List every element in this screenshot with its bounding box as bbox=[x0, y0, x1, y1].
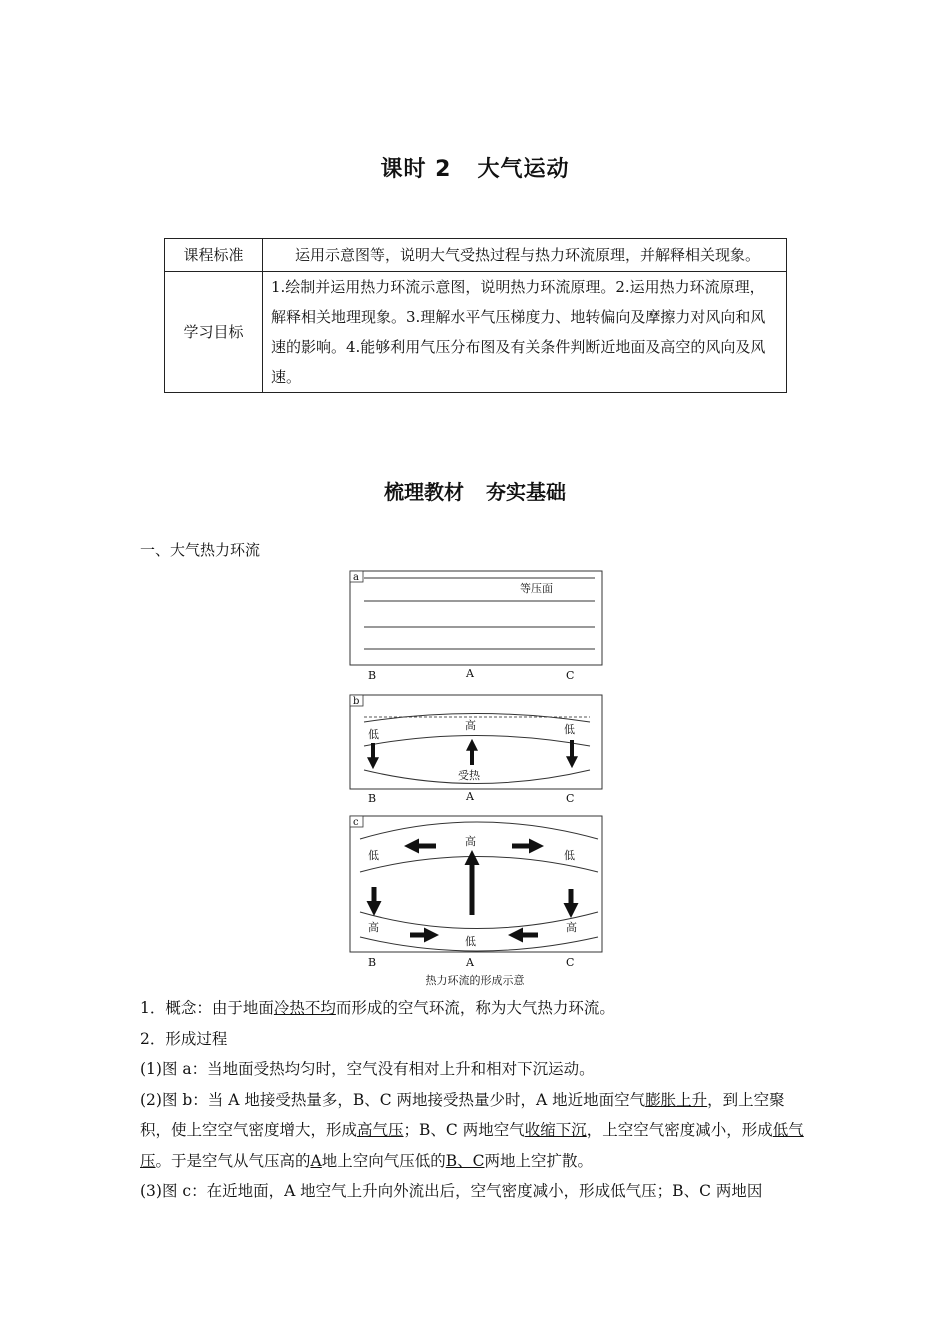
label-high: 高 bbox=[465, 719, 476, 732]
table-content: 1.绘制并运用热力环流示意图，说明热力环流原理。2.运用热力环流原理，解释相关地理现象。3.理解水平气压梯度力、地转偏向及摩擦力对风向和风速的影响。4.能够利用气压分布图及有关条件判断近地面及高空的风向及风速。 bbox=[263, 272, 787, 393]
axis-label-b: B bbox=[368, 956, 377, 969]
panel-tag: a bbox=[353, 572, 359, 583]
panel-c bbox=[350, 816, 602, 969]
label-heat: 受热 bbox=[458, 769, 480, 782]
axis-label-c: C bbox=[566, 669, 575, 682]
paragraph-concept: 1．概念：由于地面冷热不均而形成的空气环流，称为大气热力环流。 bbox=[140, 999, 615, 1017]
panel-a bbox=[350, 571, 602, 682]
curriculum-table bbox=[164, 238, 787, 393]
label-low-top-left: 低 bbox=[368, 849, 379, 862]
label-low-top-right: 低 bbox=[564, 849, 575, 862]
label-high-bottom-right: 高 bbox=[566, 921, 577, 934]
panel-b bbox=[350, 695, 602, 805]
axis-label-c: C bbox=[566, 792, 575, 805]
axis-label-b: B bbox=[368, 792, 377, 805]
section-title: 梳理教材 夯实基础 bbox=[384, 480, 566, 504]
page-title: 课时 2 大气运动 bbox=[380, 157, 570, 182]
figure-caption: 热力环流的形成示意 bbox=[425, 974, 525, 987]
table-label: 学习目标 bbox=[165, 272, 263, 393]
axis-label-a: A bbox=[466, 790, 474, 803]
table-row bbox=[165, 272, 787, 393]
heading-thermal-circulation: 一、大气热力环流 bbox=[140, 541, 261, 559]
label-high-bottom-left: 高 bbox=[368, 921, 379, 934]
axis-label-b: B bbox=[368, 669, 377, 682]
paragraph-figure-a: (1)图 a：当地面受热均匀时，空气没有相对上升和相对下沉运动。 bbox=[140, 1060, 595, 1078]
paragraph-figure-b: (2)图 b：当 A 地接受热量多，B、C 两地接受热量少时，A 地近地面空气膨胀上升，到上空聚积，使上空空气密度增大，形成高气压；B、C 两地空气收缩下沉，上空空气密度减小，形成低气压。于是空气从气压高的A地上空向气压低的B、C两地上空扩散。 bbox=[140, 1090, 804, 1170]
thermal-circulation-figure bbox=[340, 565, 610, 990]
table-row bbox=[165, 239, 787, 272]
label-low-bottom: 低 bbox=[465, 935, 476, 948]
paragraph-figure-c: (3)图 c：在近地面，A 地空气上升向外流出后，空气密度减小，形成低气压；B、C 两地因 bbox=[140, 1182, 763, 1200]
label-high-top: 高 bbox=[465, 835, 476, 848]
panel-tag: c bbox=[353, 817, 359, 828]
panel-tag: b bbox=[353, 696, 360, 707]
paragraph-process-heading: 2．形成过程 bbox=[140, 1029, 228, 1048]
axis-label-a: A bbox=[466, 667, 474, 680]
axis-label-a: A bbox=[466, 956, 474, 969]
table-label: 课程标准 bbox=[165, 239, 263, 272]
body-text bbox=[140, 993, 815, 1207]
table-content: 运用示意图等，说明大气受热过程与热力环流原理，并解释相关现象。 bbox=[263, 239, 787, 272]
isobar-label: 等压面 bbox=[520, 582, 553, 595]
label-low-left: 低 bbox=[368, 728, 379, 741]
label-low-right: 低 bbox=[564, 723, 575, 736]
axis-label-c: C bbox=[566, 956, 575, 969]
